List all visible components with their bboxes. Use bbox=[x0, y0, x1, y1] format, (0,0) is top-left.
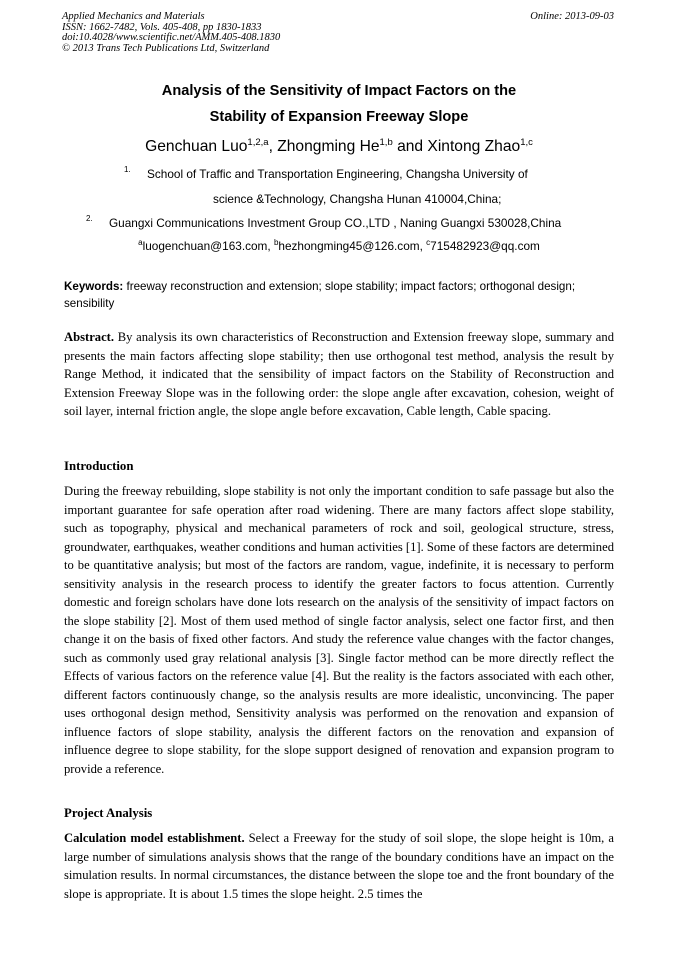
author-affiliation-sup: 1,2,a bbox=[247, 136, 269, 148]
author-separator: and bbox=[392, 138, 428, 155]
email-address[interactable]: hezhongming45@126.com, bbox=[278, 239, 427, 253]
keywords-label: Keywords: bbox=[64, 280, 124, 293]
calculation-model-label: Calculation model establishment. bbox=[64, 831, 245, 845]
journal-header bbox=[62, 12, 280, 54]
project-analysis-heading: Project Analysis bbox=[64, 806, 153, 820]
doi-line[interactable]: doi:10.4028/www.scientific.net/AMM.405-408.1830 bbox=[62, 32, 281, 44]
journal-name: Applied Mechanics and Materials bbox=[62, 11, 205, 22]
paper-title-line-1: Analysis of the Sensitivity of Impact Factors on the bbox=[161, 83, 517, 99]
paper-title-line-2: Stability of Expansion Freeway Slope bbox=[209, 109, 469, 125]
project-analysis-paragraph bbox=[64, 829, 614, 903]
copyright-line: © 2013 Trans Tech Publications Ltd, Switzerland bbox=[62, 42, 270, 54]
abstract-paragraph bbox=[64, 328, 614, 421]
keywords-block bbox=[64, 278, 616, 312]
introduction-paragraph: During the freeway rebuilding, slope stability is not only the important condition to safe passage but also the important guarantee for safe operation after road widening. There are many factors affect slope stability, such as topography, physical and mechanical parameters of rock and soil, geological structure, stress, groundwater, earthquakes, weather conditions and human activities [1]. Some of these factors are determined to be quantitative analysis; but most of the factors are random, vague, indefinite, it is necessary to perform sensitivity analysis in the research process to identify the greater factors to focus attention. Currently domestic and foreign scholars have done lots research on the analysis of the sensitivity of impact factors on the slope stability [2]. Most of them used method of single factor analysis, select one factor first, and then change it on the basis of fixed other factors. And study the reference value changes with the factor changes, such as commonly used gray relational analysis [3]. Single factor method can be more directly reflect the Effects of various factors on the reference value [4]. But the reality is the factors associated with each other, different factors continuously change, so the analysis results are more idealistic, unconvincing. The paper uses orthogonal design method, Sensitivity analysis was performed on the renovation and expansion of influence factors of slope stability, analysis the different factors on the renovation and expansion of influence degree to slope stability, for the slope support designed of renovation and expansion program to provide a reference. bbox=[64, 484, 614, 776]
email-sup: a bbox=[138, 238, 143, 248]
author-name: Zhongming He bbox=[277, 138, 380, 155]
issn-line: ISSN: 1662-7482, Vols. 405-408, pp 1830-1833 bbox=[62, 21, 262, 33]
affiliation-2-number: 2. bbox=[86, 214, 93, 223]
introduction-heading: Introduction bbox=[64, 459, 134, 473]
email-address[interactable]: luogenchuan@163.com, bbox=[142, 239, 274, 253]
abstract-text: By analysis its own characteristics of Reconstruction and Extension freeway slope, summary and presents the main factors affecting slope stability; then use orthogonal test method, analysis the result by Range Method, it indicated that the sensibility of impact factors on the Stability of Reconstruction and Extension Freeway Slope was in the following order: the slope angle after excavation, cohesion, weight of soil layer, internal friction angle, the slope angle before excavation, Cable length, Cable spacing. bbox=[64, 330, 614, 418]
online-date: Online: 2013-09-03 bbox=[530, 11, 614, 22]
affiliation-1-line-2: science &Technology, Changsha Hunan 410004,China; bbox=[213, 192, 502, 206]
author-separator: , bbox=[268, 138, 278, 155]
email-address[interactable]: 715482923@qq.com bbox=[430, 239, 540, 253]
author-name: Xintong Zhao bbox=[427, 138, 521, 155]
keywords-text: freeway reconstruction and extension; slope stability; impact factors; orthogonal design; sensibility bbox=[64, 280, 576, 310]
project-analysis-text: Select a Freeway for the study of soil slope, the slope height is 10m, a large number of simulations analysis shows that the range of the boundary conditions have an impact on the simulation results. In normal circumstances, the distance between the slope toe and the front boundary of the slope is appropriate. It is about 1.5 times the slope height. 2.5 times the bbox=[64, 831, 614, 901]
author-emails bbox=[0, 239, 678, 253]
email-sup: b bbox=[273, 238, 279, 248]
author-name: Genchuan Luo bbox=[145, 138, 248, 155]
author-affiliation-sup: 1,c bbox=[520, 136, 533, 148]
affiliation-2-line-1: Guangxi Communications Investment Group CO.,LTD , Naning Guangxi 530028,China bbox=[109, 216, 562, 230]
author-affiliation-sup: 1,b bbox=[379, 136, 393, 148]
affiliation-1-line-1: School of Traffic and Transportation Engineering, Changsha University of bbox=[147, 167, 528, 181]
email-sup: c bbox=[426, 238, 431, 248]
abstract-label: Abstract. bbox=[64, 330, 115, 344]
author-list bbox=[0, 138, 678, 156]
affiliation-1-number: 1. bbox=[124, 165, 131, 174]
